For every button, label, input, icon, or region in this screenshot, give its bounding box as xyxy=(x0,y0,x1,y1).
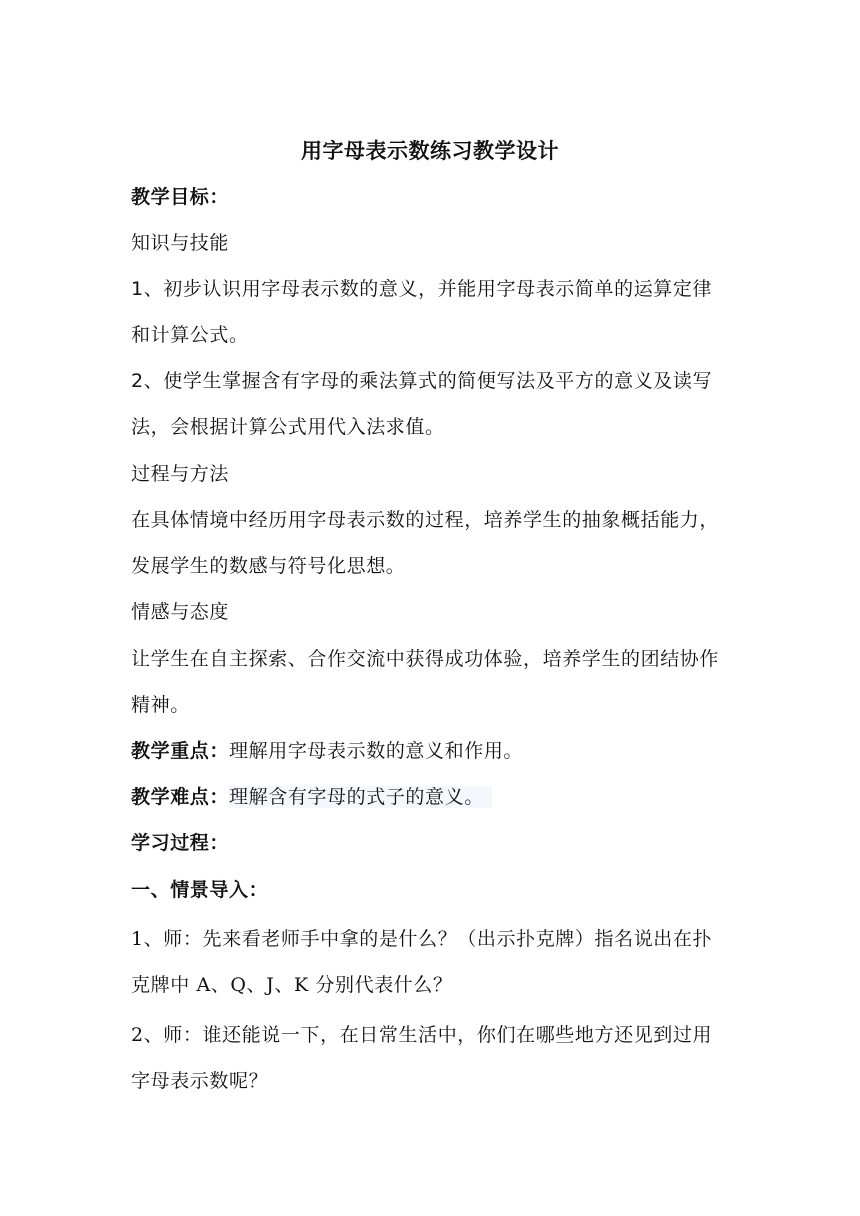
objectives-heading: 教学目标： xyxy=(131,186,230,208)
step-2-line-1: 2、师：谁还能说一下，在日常生活中，你们在哪些地方还见到过用 xyxy=(131,1024,713,1046)
process-heading: 过程与方法 xyxy=(131,463,230,485)
key-point-text: 理解用字母表示数的意义和作用。 xyxy=(229,740,524,762)
objective-item-1-line-2: 和计算公式。 xyxy=(131,324,249,346)
emotion-paragraph-line-2: 精神。 xyxy=(131,694,190,716)
objective-item-1-line-1 xyxy=(131,276,731,302)
section-1-heading: 一、情景导入： xyxy=(131,879,269,901)
item-text: 、初步认识用字母表示数的意义，并能用字母表示简单的运算定律 xyxy=(143,278,713,300)
emotion-heading: 情感与态度 xyxy=(131,601,230,623)
step-1-line-2: 克牌中 A、Q、J、K 分别代表什么？ xyxy=(131,974,453,996)
key-point-line xyxy=(131,738,731,764)
learning-process-heading: 学习过程： xyxy=(131,832,230,854)
step-1-line-1: 1、师：先来看老师手中拿的是什么？（出示扑克牌）指名说出在扑 xyxy=(131,928,713,950)
difficulty-text: 理解含有字母的式子的意义。 xyxy=(229,786,492,808)
objective-item-2-line-2: 法，会根据计算公式用代入法求值。 xyxy=(131,416,445,438)
knowledge-heading: 知识与技能 xyxy=(131,232,230,254)
document-title: 用字母表示数练习教学设计 xyxy=(301,139,559,163)
item-number: 2 xyxy=(131,370,144,392)
objective-item-2-line-1 xyxy=(131,368,731,394)
key-point-label: 教学重点： xyxy=(131,740,230,762)
item-text: 、使学生掌握含有字母的乘法算式的简便写法及平方的意义及读写 xyxy=(143,370,713,392)
process-paragraph-line-1: 在具体情境中经历用字母表示数的过程，培养学生的抽象概括能力， xyxy=(131,509,720,531)
item-number: 1 xyxy=(131,278,144,300)
process-paragraph-line-2: 发展学生的数感与符号化思想。 xyxy=(131,555,406,577)
difficulty-label: 教学难点： xyxy=(131,786,230,808)
emotion-paragraph-line-1: 让学生在自主探索、合作交流中获得成功体验，培养学生的团结协作 xyxy=(131,648,720,670)
step-2-line-2: 字母表示数呢？ xyxy=(131,1070,269,1092)
difficulty-line xyxy=(131,784,731,810)
